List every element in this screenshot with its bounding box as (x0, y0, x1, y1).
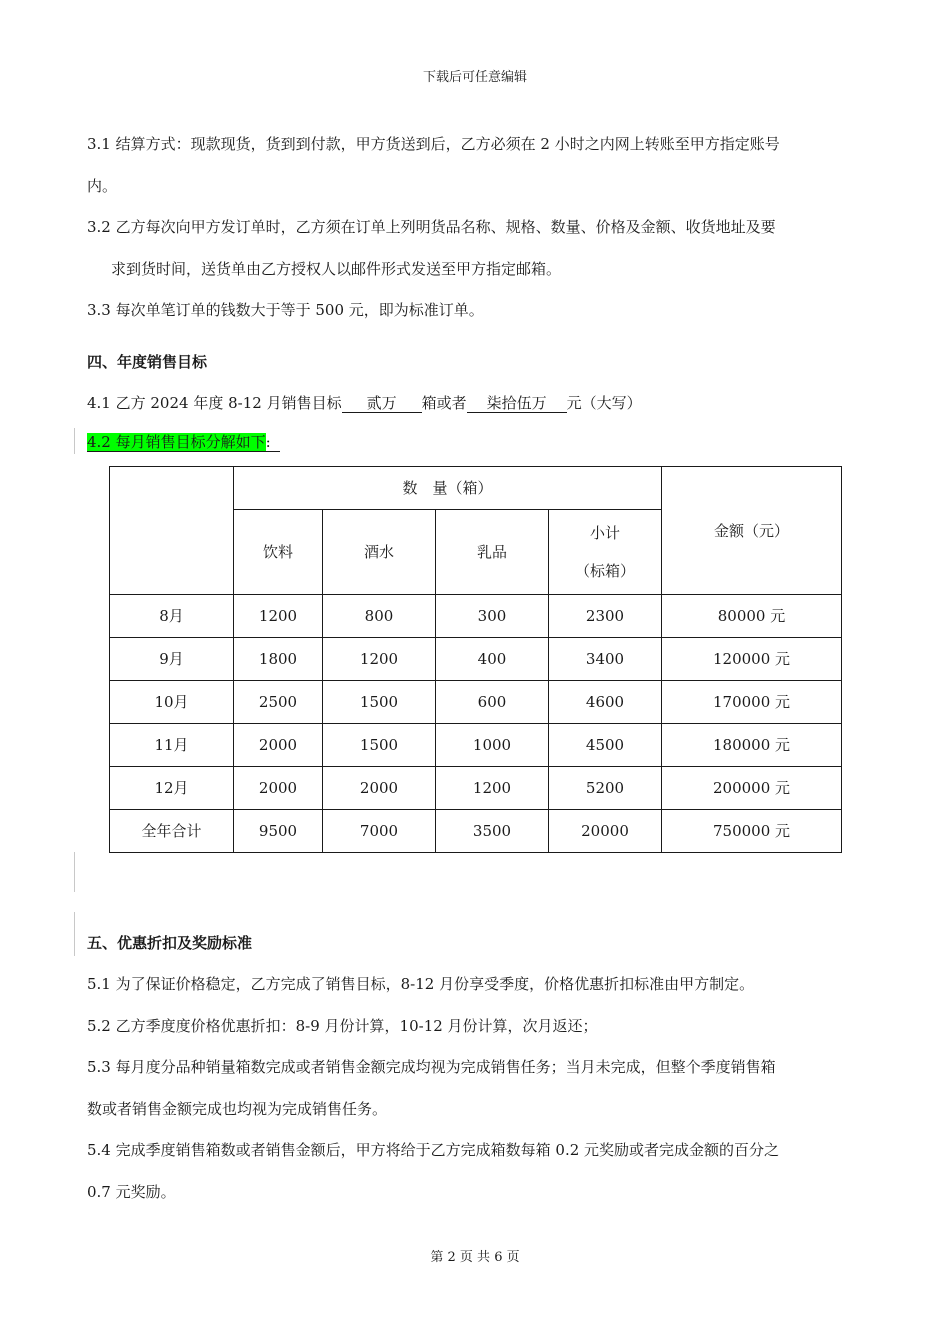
clause-5-4-line2: 0.7 元奖励。 (87, 1183, 176, 1201)
amount-cell: 120000 元 (662, 638, 842, 681)
month-cell: 11月 (110, 724, 234, 767)
clause-5-3-line1: 5.3 每月度分品种销量箱数完成或者销售金额完成均视为完成销售任务；当月未完成，但整个季度销售箱 (87, 1058, 776, 1076)
col-header-drinks: 饮料 (234, 510, 323, 595)
table-row (110, 681, 842, 724)
drinks-cell: 2000 (234, 767, 323, 810)
month-cell: 12月 (110, 767, 234, 810)
dairy-cell: 300 (436, 595, 549, 638)
revision-bar (74, 852, 75, 892)
dairy-cell: 1200 (436, 767, 549, 810)
col-header-dairy: 乳品 (436, 510, 549, 595)
clause-5-4-line1: 5.4 完成季度销售箱数或者销售金额后，甲方将给于乙方完成箱数每箱 0.2 元奖励或者完成金额的百分之 (87, 1141, 780, 1159)
clause-4-1 (87, 392, 642, 413)
month-cell: 10月 (110, 681, 234, 724)
subtotal-cell: 3400 (549, 638, 662, 681)
clause-4-1-suffix: 元（大写） (566, 394, 642, 412)
page-header: 下载后可任意编辑 (422, 70, 527, 85)
clause-3-1-line2: 内。 (87, 177, 118, 195)
clause-3-2-line1: 3.2 乙方每次向甲方发订单时，乙方须在订单上列明货品名称、规格、数量、价格及金额、收货地址及要 (87, 218, 776, 236)
amount-header: 金额（元） (662, 467, 842, 595)
table-row (110, 638, 842, 681)
amount-cell: 750000 元 (662, 810, 842, 853)
subtotal-label: 小计 (589, 524, 620, 542)
clause-5-3-line2: 数或者销售金额完成也均视为完成销售任务。 (87, 1100, 388, 1118)
amount-cell: 170000 元 (662, 681, 842, 724)
subtotal-cell: 4600 (549, 681, 662, 724)
page-footer: 第 2 页 共 6 页 (430, 1250, 520, 1265)
table-row (110, 595, 842, 638)
drinks-cell: 2000 (234, 724, 323, 767)
col-header-wine: 酒水 (323, 510, 436, 595)
drinks-cell: 9500 (234, 810, 323, 853)
dairy-cell: 400 (436, 638, 549, 681)
subtotal-cell: 20000 (549, 810, 662, 853)
section-5-title: 五、优惠折扣及奖励标准 (87, 934, 253, 952)
sales-target-amount: 柒拾伍万 (467, 394, 567, 413)
wine-cell: 1200 (323, 638, 436, 681)
clause-3-3: 3.3 每次单笔订单的钱数大于等于 500 元，即为标准订单。 (87, 301, 484, 319)
drinks-cell: 2500 (234, 681, 323, 724)
dairy-cell: 3500 (436, 810, 549, 853)
clause-3-1-line1: 3.1 结算方式：现款现货，货到到付款，甲方货送到后，乙方必须在 2 小时之内网上转账至甲方指定账号 (87, 135, 780, 153)
sales-target-boxes: 贰万 (342, 394, 422, 413)
sales-target-table (109, 466, 842, 853)
qty-header: 数 量（箱） (234, 467, 662, 510)
subtotal-cell: 5200 (549, 767, 662, 810)
wine-cell: 2000 (323, 767, 436, 810)
clause-5-1: 5.1 为了保证价格稳定，乙方完成了销售目标，8-12 月份享受季度，价格优惠折扣标准由甲方制定。 (87, 975, 755, 993)
clause-4-1-prefix: 4.1 乙方 2024 年度 8-12 月销售目标 (87, 394, 342, 412)
clause-4-2-colon: : (265, 433, 271, 451)
month-cell: 8月 (110, 595, 234, 638)
revision-bar (74, 428, 75, 454)
clause-3-2-line2: 求到货时间，送货单由乙方授权人以邮件形式发送至甲方指定邮箱。 (111, 260, 562, 278)
month-cell: 全年合计 (110, 810, 234, 853)
dairy-cell: 600 (436, 681, 549, 724)
subtotal-cell: 2300 (549, 595, 662, 638)
drinks-cell: 1200 (234, 595, 323, 638)
amount-cell: 200000 元 (662, 767, 842, 810)
drinks-cell: 1800 (234, 638, 323, 681)
dairy-cell: 1000 (436, 724, 549, 767)
table-row (110, 724, 842, 767)
amount-cell: 80000 元 (662, 595, 842, 638)
section-4-title: 四、年度销售目标 (87, 353, 208, 371)
revision-bar (74, 912, 75, 956)
col-header-subtotal (549, 510, 662, 595)
clause-4-2-text: 4.2 每月销售目标分解如下 (87, 433, 266, 451)
clause-4-1-mid: 箱或者 (421, 394, 467, 412)
month-cell: 9月 (110, 638, 234, 681)
clause-5-2: 5.2 乙方季度度价格优惠折扣：8-9 月份计算，10-12 月份计算，次月返还； (87, 1017, 598, 1035)
wine-cell: 800 (323, 595, 436, 638)
wine-cell: 1500 (323, 724, 436, 767)
amount-cell: 180000 元 (662, 724, 842, 767)
subtotal-unit: （标箱） (574, 562, 635, 580)
table-row-total (110, 810, 842, 853)
clause-4-2 (87, 433, 280, 452)
wine-cell: 7000 (323, 810, 436, 853)
wine-cell: 1500 (323, 681, 436, 724)
subtotal-cell: 4500 (549, 724, 662, 767)
table-row (110, 767, 842, 810)
table-corner-cell (110, 467, 234, 595)
